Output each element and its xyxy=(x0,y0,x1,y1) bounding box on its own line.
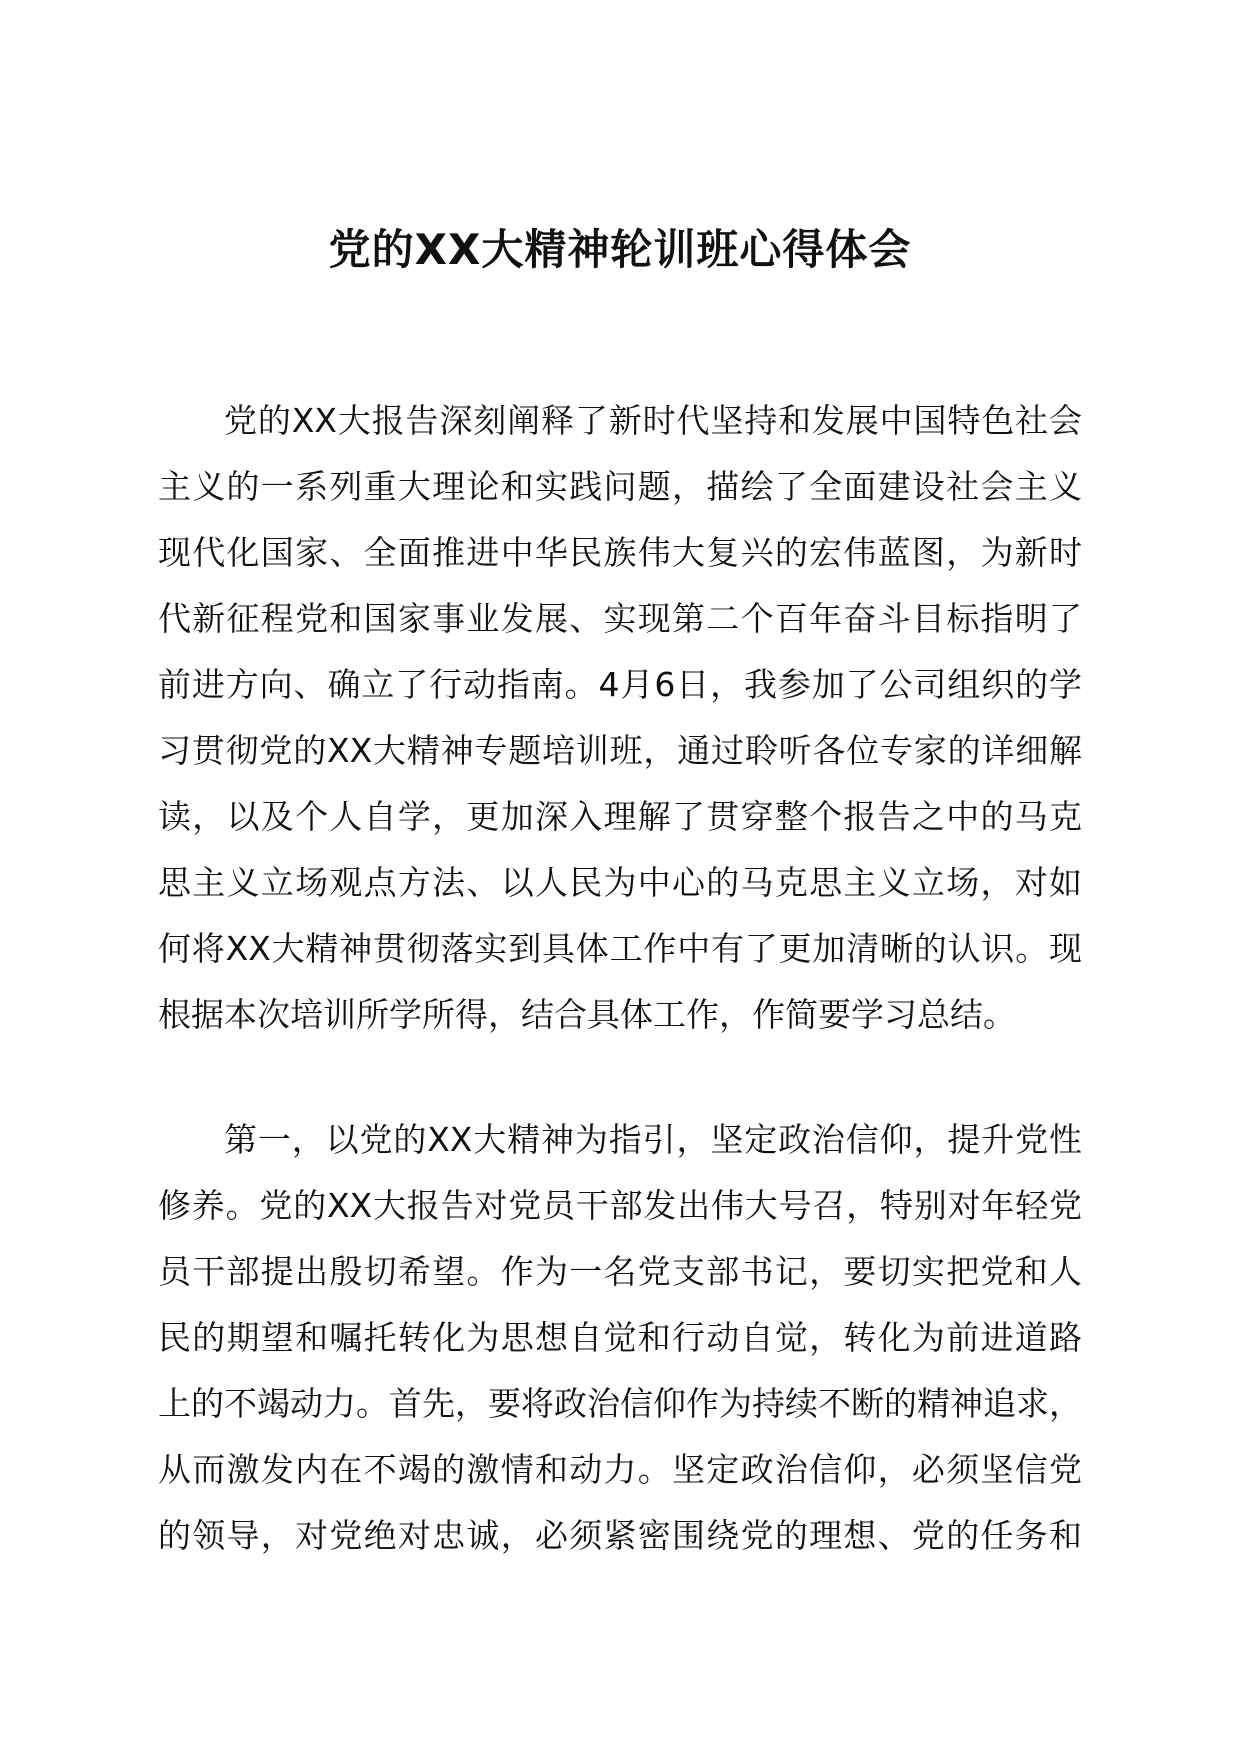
text-line: 修养。党的XX大报告对党员干部发出伟大号召，特别对年轻党 xyxy=(158,1186,1082,1225)
document-title: 党的XX大精神轮训班心得体会 xyxy=(328,225,912,274)
text-line: 根据本次培训所学所得，结合具体工作，作简要学习总结。 xyxy=(158,995,1016,1034)
text-line: 第一，以党的XX大精神为指引，坚定政治信仰，提升党性 xyxy=(224,1120,1082,1159)
text-line: 上的不竭动力。首先，要将政治信仰作为持续不断的精神追求， xyxy=(158,1384,1082,1423)
text-line: 主义的一系列重大理论和实践问题，描绘了全面建设社会主义 xyxy=(158,467,1082,506)
text-line: 习贯彻党的XX大精神专题培训班，通过聆听各位专家的详细解 xyxy=(158,731,1082,770)
paragraph-first-point xyxy=(158,1107,1082,1569)
text-line: 代新征程党和国家事业发展、实现第二个百年奋斗目标指明了 xyxy=(158,599,1082,638)
text-line: 民的期望和嘱托转化为思想自觉和行动自觉，转化为前进道路 xyxy=(158,1318,1082,1357)
text-line: 读，以及个人自学，更加深入理解了贯穿整个报告之中的马克 xyxy=(158,797,1082,836)
text-line: 党的XX大报告深刻阐释了新时代坚持和发展中国特色社会 xyxy=(224,401,1082,440)
text-line: 思主义立场观点方法、以人民为中心的马克思主义立场，对如 xyxy=(158,863,1082,902)
text-line: 员干部提出殷切希望。作为一名党支部书记，要切实把党和人 xyxy=(158,1252,1082,1291)
text-line: 现代化国家、全面推进中华民族伟大复兴的宏伟蓝图，为新时 xyxy=(158,533,1082,572)
text-line: 从而激发内在不竭的激情和动力。坚定政治信仰，必须坚信党 xyxy=(158,1450,1082,1489)
text-line: 何将XX大精神贯彻落实到具体工作中有了更加清晰的认识。现 xyxy=(158,929,1082,968)
paragraph-intro xyxy=(158,388,1082,1048)
text-line: 前进方向、确立了行动指南。4月6日，我参加了公司组织的学 xyxy=(158,665,1082,704)
text-line: 的领导，对党绝对忠诚，必须紧密围绕党的理想、党的任务和 xyxy=(158,1516,1082,1555)
